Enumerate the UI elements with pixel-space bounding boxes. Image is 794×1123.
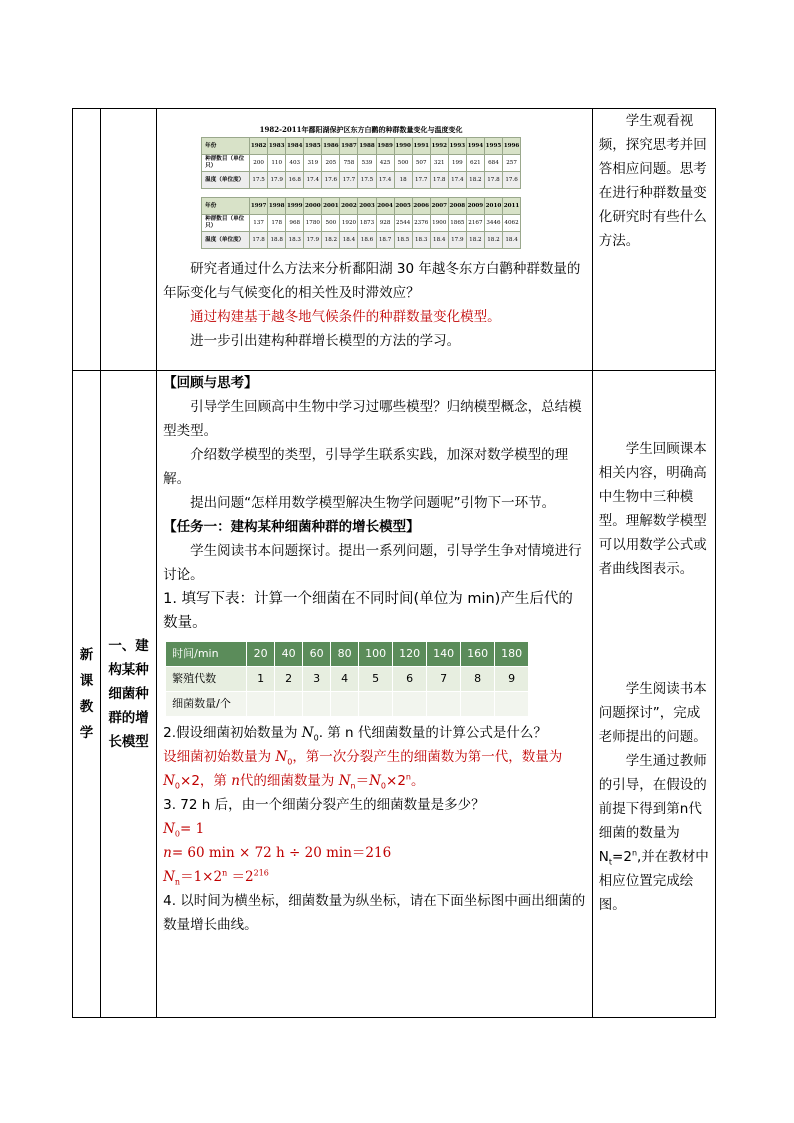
year-row-cell: 1999: [286, 198, 304, 215]
temp-row-cell: 16.8: [286, 172, 304, 189]
year-row-cell: 1990: [394, 138, 412, 155]
answer-3-line-2: [163, 841, 586, 865]
temp-row-cell: 17.8: [430, 172, 448, 189]
year-row-cell: 1993: [448, 138, 466, 155]
count-row-cell: 684: [484, 155, 502, 172]
count-row-cell[interactable]: [275, 692, 303, 717]
a2-n0-symbol-2: N: [163, 773, 175, 789]
year-row-cell: 1994: [466, 138, 484, 155]
a3-n0-sub: 0: [174, 829, 181, 839]
generation-row-cell: 8: [461, 667, 495, 692]
year-row-cell: 2007: [430, 198, 448, 215]
temp-row-cell: 18: [394, 172, 412, 189]
question-3: 3. 72 h 后，由一个细菌分裂产生的细菌数量是多少？: [163, 797, 485, 813]
count-row: [202, 155, 521, 172]
time-row-cell: 120: [393, 642, 427, 667]
student-guided-b: =2: [612, 849, 632, 865]
temp-row-cell: 17.4: [304, 172, 322, 189]
question-4: 4. 以时间为横坐标，细菌数量为纵坐标，请在下面坐标图中画出细菌的数量增长曲线。: [163, 893, 586, 933]
year-row-cell: 1998: [268, 198, 286, 215]
count-row-cell[interactable]: [331, 692, 359, 717]
bacteria-growth-table: [165, 641, 529, 717]
time-row-cell: 80: [331, 642, 359, 667]
count-row-cell: 4062: [502, 215, 520, 232]
year-row-cell: 1997: [250, 198, 268, 215]
a2-n0-sub-1: 0: [287, 757, 293, 767]
temp-row-cell: 18.5: [394, 232, 412, 249]
temp-row-label: 温度（单位度）: [202, 172, 250, 189]
time-row-cell: 20: [247, 642, 275, 667]
q2-n-symbol: N: [301, 725, 314, 741]
count-row-cell[interactable]: [461, 692, 495, 717]
q2-text-a: 2.假设细菌初始数量为: [163, 725, 302, 741]
temp-row-cell: 17.7: [340, 172, 358, 189]
temp-row-cell: 18.2: [484, 232, 502, 249]
year-row-cell: 1986: [322, 138, 340, 155]
lead-in-text: 进一步引出建构种群增长模型的方法的学习。: [190, 333, 461, 349]
year-row-cell: 1984: [286, 138, 304, 155]
generation-row-cell: 7: [427, 667, 461, 692]
teacher-activity-cell-2: [157, 371, 593, 1018]
temp-row-cell: 17.5: [358, 172, 376, 189]
year-row-cell: 1989: [376, 138, 394, 155]
section-cell: [73, 371, 101, 1018]
year-row-cell: 2010: [484, 198, 502, 215]
count-row-cell: 928: [376, 215, 394, 232]
temp-row-cell: 17.9: [304, 232, 322, 249]
count-row-label: 种群数目（单位只）: [202, 155, 250, 172]
year-row-cell: 1996: [502, 138, 520, 155]
temp-row-cell: 18.2: [466, 232, 484, 249]
year-row-cell: 2011: [502, 198, 520, 215]
a2-equals: ＝: [355, 773, 370, 789]
generation-row-cell: 5: [359, 667, 393, 692]
time-row-cell: 100: [359, 642, 393, 667]
section-cell-empty: [73, 109, 101, 371]
a2-n0-symbol-1: N: [275, 749, 288, 765]
a3-l3-b: ＝2: [227, 869, 254, 885]
temp-row-cell: 18.6: [358, 232, 376, 249]
time-row-label: 时间/min: [166, 642, 247, 667]
count-row: [202, 215, 521, 232]
task-heading: 【任务一：建构某种细菌种群的增长模型】: [163, 519, 420, 535]
time-row-cell: 60: [303, 642, 331, 667]
temp-row-label: 温度（单位度）: [202, 232, 250, 249]
temp-row-cell: 18.3: [412, 232, 430, 249]
time-row-cell: 180: [495, 642, 529, 667]
q2-text-b: . 第 n 代细菌数量的计算公式是什么？: [318, 725, 547, 741]
subsection-cell: [101, 371, 157, 1018]
year-row-cell: 2001: [322, 198, 340, 215]
count-row-cell[interactable]: [303, 692, 331, 717]
year-row-cell: 1985: [304, 138, 322, 155]
temp-row-cell: 17.9: [448, 232, 466, 249]
temp-row-cell: 18.8: [268, 232, 286, 249]
count-row-cell: 178: [268, 215, 286, 232]
time-row-cell: 160: [461, 642, 495, 667]
lesson-row-new-content: [73, 371, 716, 1018]
count-row-cell: 199: [448, 155, 466, 172]
count-row-cell: 500: [394, 155, 412, 172]
count-row-cell: 403: [286, 155, 304, 172]
count-row-cell: 2376: [412, 215, 430, 232]
a2-n-symbol: n: [231, 773, 240, 789]
stork-table-1997-2011: [201, 197, 521, 249]
count-row-cell: 968: [286, 215, 304, 232]
count-row-cell: 758: [340, 155, 358, 172]
student-guided-sub: t: [608, 857, 613, 867]
a3-l3-exp2: 216: [253, 868, 269, 878]
year-row-cell: 2005: [394, 198, 412, 215]
generation-row-cell: 6: [393, 667, 427, 692]
count-row-cell: 500: [322, 215, 340, 232]
year-row-cell: 1988: [358, 138, 376, 155]
count-row-label: 细菌数量/个: [166, 692, 247, 717]
year-row-cell: 1991: [412, 138, 430, 155]
a2-exponent: n: [405, 772, 411, 782]
a2-text-d: 代的细菌数量为: [239, 773, 339, 789]
year-row-cell: 2002: [340, 198, 358, 215]
a3-l3-exp1: n: [222, 868, 228, 878]
count-row-cell[interactable]: [427, 692, 461, 717]
count-row-cell: 539: [358, 155, 376, 172]
temp-row-cell: 17.8: [484, 172, 502, 189]
temp-row-cell: 17.4: [376, 172, 394, 189]
count-row-cell: 137: [250, 215, 268, 232]
student-activity-cell: [592, 109, 715, 371]
a3-nn-sub: n: [174, 877, 181, 887]
review-heading: 【回顾与思考】: [163, 375, 258, 391]
count-row-cell[interactable]: [359, 692, 393, 717]
temp-row-cell: 18.4: [340, 232, 358, 249]
a2-text-e: ×2: [386, 773, 406, 789]
temp-row-cell: 18.4: [430, 232, 448, 249]
a3-n0-symbol: N: [163, 821, 175, 837]
generation-row-cell: 9: [495, 667, 529, 692]
count-row-cell: 507: [412, 155, 430, 172]
year-row-cell: 2004: [376, 198, 394, 215]
count-row-cell: 425: [376, 155, 394, 172]
a3-n0-value: = 1: [180, 821, 205, 837]
stork-data-image: [201, 123, 521, 249]
count-row-cell: 1865: [448, 215, 466, 232]
answer-3-line-1: [163, 817, 586, 841]
a2-n0-symbol-3: N: [369, 773, 381, 789]
generation-row-cell: 1: [247, 667, 275, 692]
a2-n0-sub-2: 0: [174, 781, 181, 791]
q2-n-sub: 0: [313, 733, 319, 743]
image-title: 1982-2011年鄱阳湖保护区东方白鹳的种群数量变化与温度变化: [259, 125, 463, 134]
year-row: [202, 138, 521, 155]
count-row-cell: 1873: [358, 215, 376, 232]
count-row-cell: 319: [304, 155, 322, 172]
question-1-text: 1. 填写下表：计算一个细菌在不同时间(单位为 min)产生后代的数量。: [163, 591, 573, 631]
count-row-label: 种群数目（单位只）: [202, 215, 250, 232]
count-row-cell: 110: [268, 155, 286, 172]
a3-l3-a: ＝1×2: [180, 869, 223, 885]
year-row-cell: 2006: [412, 198, 430, 215]
count-row-cell: 3446: [484, 215, 502, 232]
review-paragraph-1: 引导学生回顾高中生物中学习过哪些模型？归纳模型概念，总结模型类型。: [163, 399, 582, 439]
year-row-cell: 1992: [430, 138, 448, 155]
student-guided-text: [599, 749, 709, 917]
student-review-text: 学生回顾课本相关内容，明确高中生物中三种模型。理解数学模型可以用数学公式或者曲线图表示。: [598, 441, 707, 577]
count-row-cell[interactable]: [495, 692, 529, 717]
review-paragraph-2: 介绍数学模型的类型，引导学生联系实践，加深对数学模型的理解。: [163, 447, 569, 487]
year-row-cell: 2000: [304, 198, 322, 215]
year-row-cell: 2008: [448, 198, 466, 215]
lesson-plan-table: [72, 108, 716, 1018]
temp-row-cell: 18.7: [376, 232, 394, 249]
temp-row: [202, 232, 521, 249]
teacher-activity-cell: [157, 109, 593, 371]
a2-n0-sub-3: 0: [380, 781, 387, 791]
year-row-cell: 1995: [484, 138, 502, 155]
student-read-text: 学生阅读书本问题探讨”，完成老师提出的问题。: [598, 681, 707, 745]
time-row-cell: 40: [275, 642, 303, 667]
count-row-cell[interactable]: [247, 692, 275, 717]
count-row-cell: 621: [466, 155, 484, 172]
year-row-cell: 2003: [358, 198, 376, 215]
generation-row-label: 繁殖代数: [166, 667, 247, 692]
count-row-cell: 1780: [304, 215, 322, 232]
year-row-label: 年份: [202, 198, 250, 215]
question-1: [163, 587, 586, 635]
student-guided-c: ,并在教材中相应位置完成绘图。: [598, 849, 709, 913]
temp-row-cell: 17.4: [448, 172, 466, 189]
count-row-cell: 2167: [466, 215, 484, 232]
time-row-cell: 140: [427, 642, 461, 667]
generation-row-cell: 2: [275, 667, 303, 692]
a3-n-symbol: n: [163, 845, 172, 861]
subsection-cell-empty: [101, 109, 157, 371]
temp-row: [202, 172, 521, 189]
lesson-row-intro: [73, 109, 716, 371]
temp-row-cell: 18.2: [466, 172, 484, 189]
subsection-label: 一、建构某种细菌种群的增长模型: [108, 638, 149, 750]
year-row-cell: 1983: [268, 138, 286, 155]
question-2: [163, 721, 586, 745]
temp-row-cell: 18.2: [322, 232, 340, 249]
generation-row: [166, 667, 529, 692]
temp-row-cell: 17.7: [412, 172, 430, 189]
year-row-cell: 1987: [340, 138, 358, 155]
count-row-cell: 200: [250, 155, 268, 172]
temp-row-cell: 17.9: [268, 172, 286, 189]
task-intro: 学生阅读书本问题探讨。提出一系列问题，引导学生争对情境进行讨论。: [163, 543, 582, 583]
student-activity-cell-2: [592, 371, 715, 1018]
temp-row-cell: 18.4: [502, 232, 520, 249]
temp-row-cell: 17.5: [250, 172, 268, 189]
count-row-cell: 2544: [394, 215, 412, 232]
a2-text-c: ×2，第: [180, 773, 232, 789]
section-label: 新课教学: [79, 647, 94, 741]
count-row: [166, 692, 529, 717]
time-row: [166, 642, 529, 667]
a2-text-b: ，第一次分裂产生的细菌数为第一代，数量为: [292, 749, 563, 765]
a2-end: 。: [411, 773, 425, 789]
a3-nn-symbol: N: [163, 869, 175, 885]
method-question: 研究者通过什么方法来分析鄱阳湖 30 年越冬东方白鹳种群数量的年际变化与气候变化的相关性及时滞效应？: [163, 261, 581, 301]
answer-3-line-3: [163, 865, 586, 889]
student-activity-text: 学生观看视频，探究思考并回答相应问题。思考在进行种群数量变化研究时有些什么方法。: [598, 113, 707, 249]
count-row-cell: 205: [322, 155, 340, 172]
count-row-cell: 1900: [430, 215, 448, 232]
a3-n-calc: = 60 min × 72 h ÷ 20 min＝216: [171, 845, 392, 861]
year-row-label: 年份: [202, 138, 250, 155]
stork-table-1982-1996: [201, 137, 521, 189]
count-row-cell: 257: [502, 155, 520, 172]
a2-nn-symbol: N: [338, 773, 351, 789]
generation-row-cell: 3: [303, 667, 331, 692]
count-row-cell: 321: [430, 155, 448, 172]
temp-row-cell: 17.6: [322, 172, 340, 189]
student-guided-a: 学生通过教师的引导，在假设的前提下得到第n代细菌的数量为N: [598, 753, 707, 865]
count-row-cell: 1920: [340, 215, 358, 232]
a2-nn-sub: n: [350, 781, 356, 791]
answer-2: [163, 745, 586, 793]
student-guided-exp: n: [631, 848, 638, 858]
temp-row-cell: 17.8: [250, 232, 268, 249]
review-paragraph-3: 提出问题“怎样用数学模型解决生物学问题呢”引物下一环节。: [190, 495, 556, 511]
temp-row-cell: 18.3: [286, 232, 304, 249]
year-row: [202, 198, 521, 215]
count-row-cell[interactable]: [393, 692, 427, 717]
year-row-cell: 2009: [466, 198, 484, 215]
temp-row-cell: 17.6: [502, 172, 520, 189]
generation-row-cell: 4: [331, 667, 359, 692]
a2-text-a: 设细菌初始数量为: [163, 749, 276, 765]
method-answer: 通过构建基于越冬地气候条件的种群数量变化模型。: [190, 309, 501, 325]
year-row-cell: 1982: [250, 138, 268, 155]
